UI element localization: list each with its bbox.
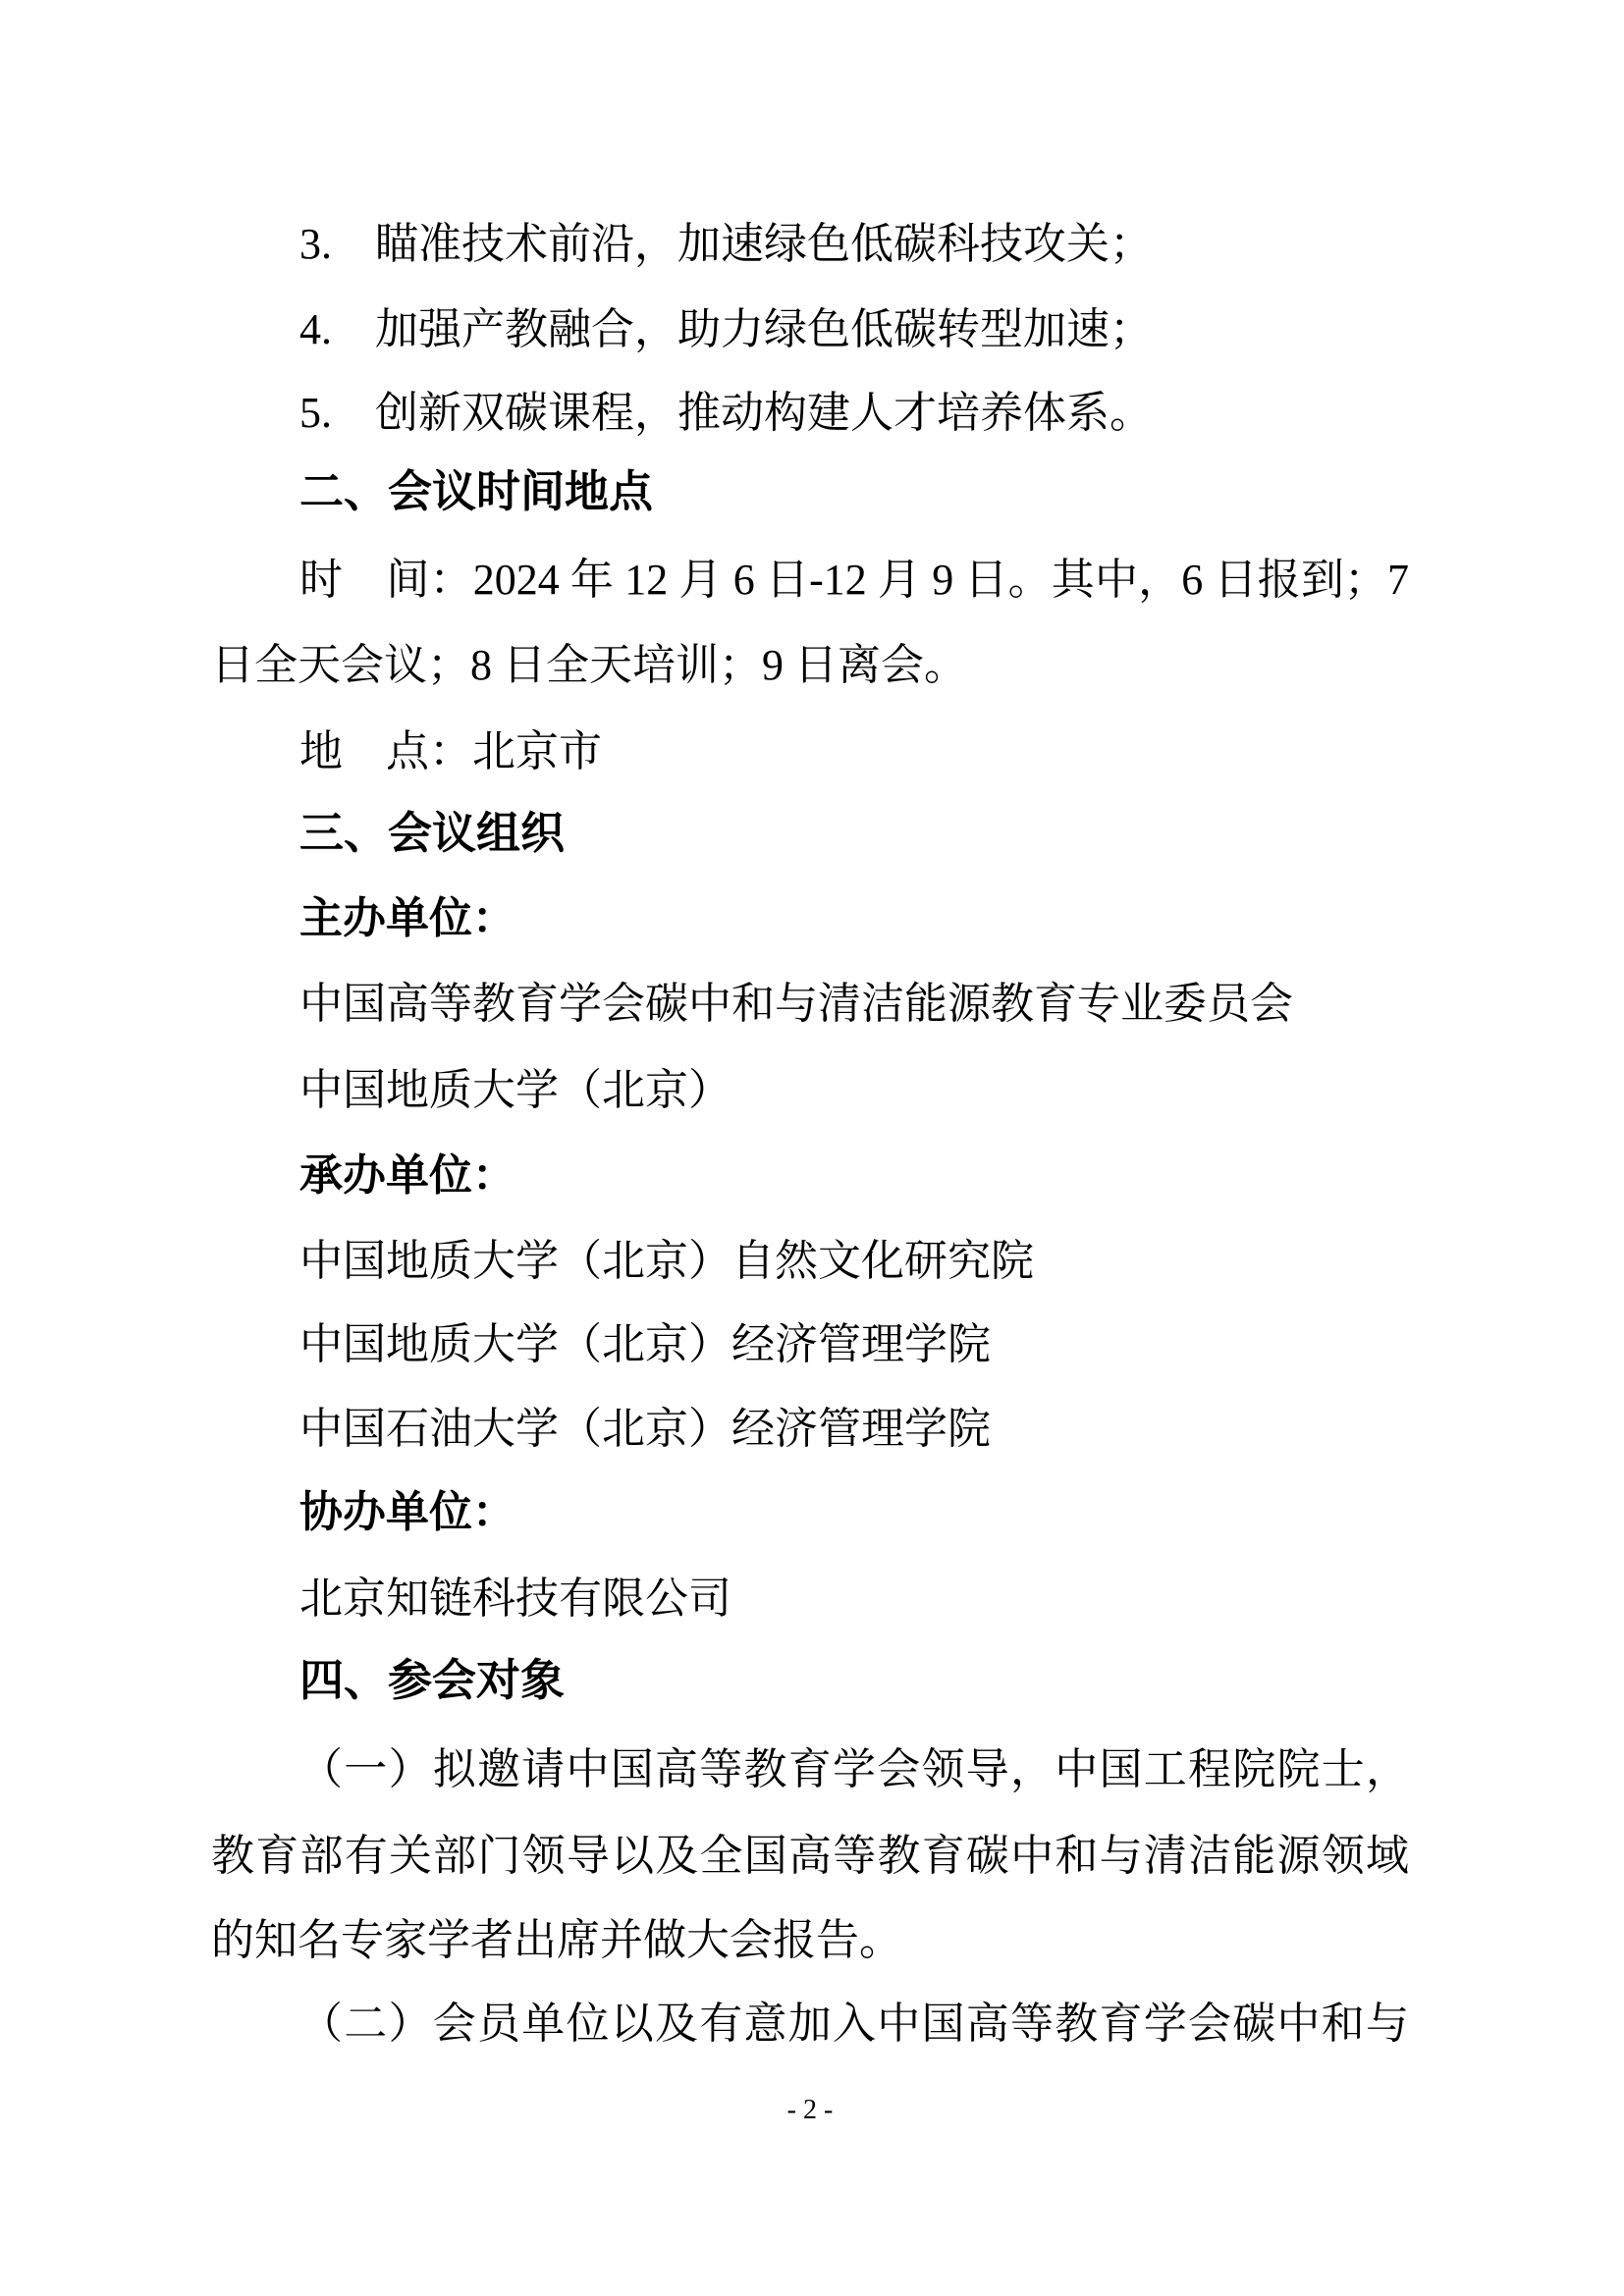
organizer-org-3: 中国石油大学（北京）经济管理学院 — [299, 1405, 991, 1453]
co-organizer-label: 协办单位： — [299, 1488, 515, 1536]
time-line-2: 日全天会议；8 日全天培训；9 日离会。 — [211, 641, 967, 689]
para1-line-3: 的知名专家学者出席并做大会报告。 — [211, 1916, 902, 1964]
page-number: - 2 - — [786, 2095, 834, 2125]
organizer-org-2: 中国地质大学（北京）经济管理学院 — [299, 1320, 991, 1368]
list-item-3: 3. 瞄准技术前沿，加速绿色低碳科技攻关； — [299, 220, 1153, 268]
para2-line-1: （二）会员单位以及有意加入中国高等教育学会碳中和与 — [299, 2000, 1409, 2048]
organizer-label: 承办单位： — [299, 1151, 515, 1200]
host-label: 主办单位： — [299, 894, 515, 942]
host-org-1: 中国高等教育学会碳中和与清洁能源教育专业委员会 — [299, 980, 1293, 1028]
section3-heading: 三、会议组织 — [299, 808, 566, 858]
section4-heading: 四、参会对象 — [299, 1655, 566, 1705]
co-organizer-org-1: 北京知链科技有限公司 — [299, 1575, 731, 1623]
list-item-5: 5. 创新双碳课程，推动构建人才培养体系。 — [299, 389, 1153, 437]
list-item-4: 4. 加强产教融合，助力绿色低碳转型加速； — [299, 305, 1153, 353]
organizer-org-1: 中国地质大学（北京）自然文化研究院 — [299, 1237, 1034, 1285]
place-line: 地 点：北京市 — [299, 727, 602, 775]
para1-line-1: （一）拟邀请中国高等教育学会领导，中国工程院院士， — [299, 1745, 1409, 1793]
time-line-1: 时 间：2024 年 12 月 6 日-12 月 9 日。其中，6 日报到；7 — [299, 556, 1409, 604]
section2-heading: 二、会议时间地点 — [299, 466, 654, 516]
para1-line-2: 教育部有关部门领导以及全国高等教育碳中和与清洁能源领域 — [211, 1832, 1409, 1880]
host-org-2: 中国地质大学（北京） — [299, 1066, 731, 1114]
